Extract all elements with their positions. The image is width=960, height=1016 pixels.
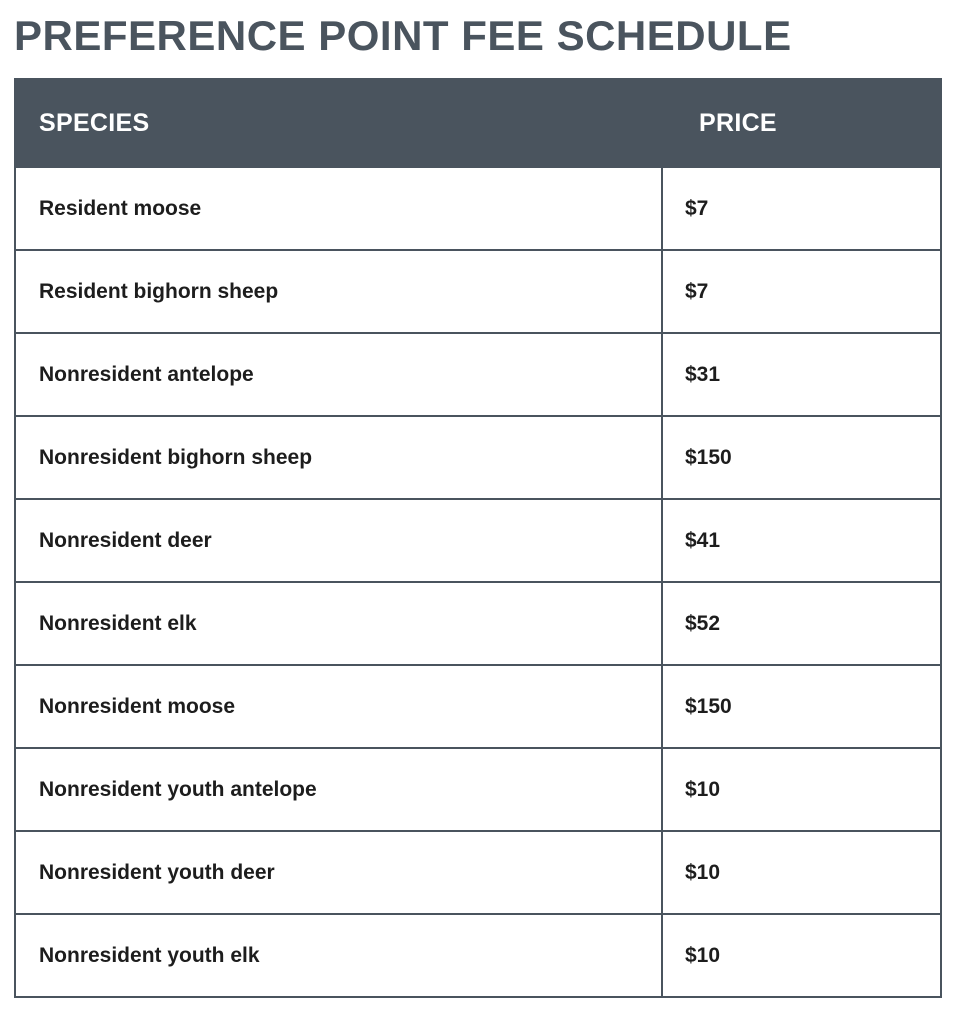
species-cell: Nonresident moose bbox=[15, 665, 662, 748]
price-cell: $7 bbox=[662, 167, 941, 250]
table-row bbox=[15, 582, 941, 665]
header-row bbox=[15, 79, 941, 167]
table-row bbox=[15, 831, 941, 914]
species-cell: Nonresident youth deer bbox=[15, 831, 662, 914]
species-cell: Nonresident youth elk bbox=[15, 914, 662, 997]
species-cell: Resident bighorn sheep bbox=[15, 250, 662, 333]
price-cell: $7 bbox=[662, 250, 941, 333]
price-column-header: PRICE bbox=[662, 79, 941, 167]
price-cell: $150 bbox=[662, 665, 941, 748]
table-row bbox=[15, 748, 941, 831]
species-cell: Nonresident antelope bbox=[15, 333, 662, 416]
page-title: PREFERENCE POINT FEE SCHEDULE bbox=[14, 12, 792, 59]
table-row bbox=[15, 416, 941, 499]
price-cell: $10 bbox=[662, 831, 941, 914]
species-cell: Nonresident youth antelope bbox=[15, 748, 662, 831]
price-cell: $52 bbox=[662, 582, 941, 665]
table-header bbox=[15, 79, 941, 167]
price-cell: $150 bbox=[662, 416, 941, 499]
price-cell: $31 bbox=[662, 333, 941, 416]
price-cell: $41 bbox=[662, 499, 941, 582]
table-row bbox=[15, 665, 941, 748]
price-cell: $10 bbox=[662, 914, 941, 997]
table-row bbox=[15, 333, 941, 416]
species-cell: Nonresident bighorn sheep bbox=[15, 416, 662, 499]
price-cell: $10 bbox=[662, 748, 941, 831]
table-body bbox=[15, 167, 941, 997]
table-row bbox=[15, 499, 941, 582]
species-cell: Resident moose bbox=[15, 167, 662, 250]
species-cell: Nonresident deer bbox=[15, 499, 662, 582]
species-column-header: SPECIES bbox=[15, 79, 662, 167]
species-cell: Nonresident elk bbox=[15, 582, 662, 665]
table-row bbox=[15, 914, 941, 997]
table-row bbox=[15, 167, 941, 250]
fee-table bbox=[14, 78, 942, 998]
table-row bbox=[15, 250, 941, 333]
